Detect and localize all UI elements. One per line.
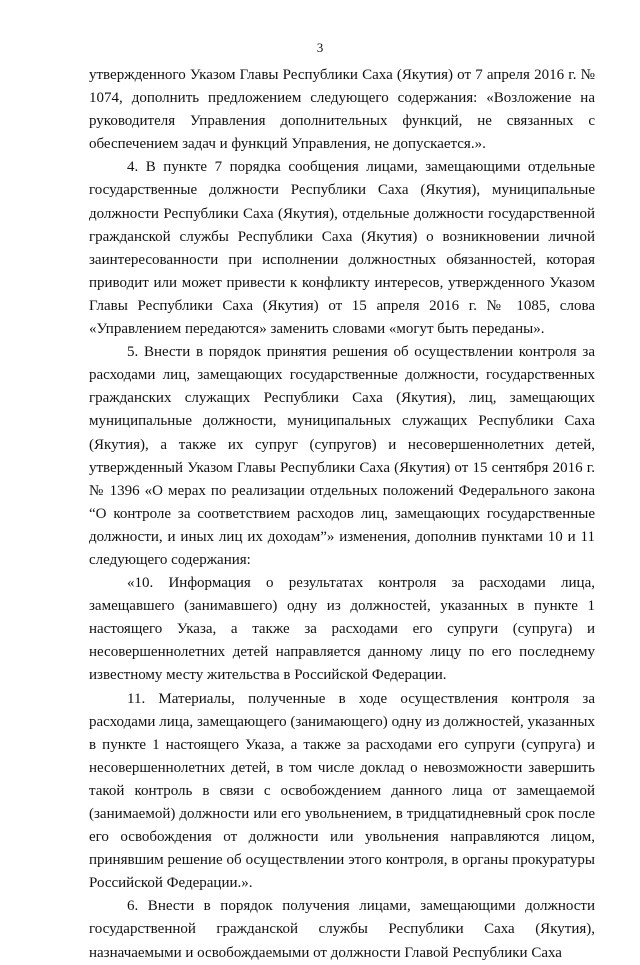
paragraph-item-4: 4. В пункте 7 порядка сообщения лицами, замещающими отдельные государственные должности Республики Саха (Якутия), муниципальные должности Республики Саха (Якутия), отдельные должности государственной гражданской службы Республики Саха (Якутия) о возникновении личной заинтересованности при исполнении должностных обязанностей, которая приводит или может привести к конфликту интересов, утвержденного Указом Главы Республики Саха (Якутия) от 15 апреля 2016 г. № 1085, слова «Управлением передаются» заменить словами «могут быть переданы». [89,159,595,338]
paragraph-item-5: 5. Внести в порядок принятия решения об осуществлении контроля за расходами лиц, замещающих государственные должности, государственных гражданских служащих Республики Саха (Якутия), лиц, замещающих муниципальные должности, муниципальных служащих Республики Саха (Якутия), а также их супруг (супругов) и несовершеннолетних детей, утвержденный Указом Главы Республики Саха (Якутия) от 15 сентября 2016 г. № 1396 «О мерах по реализации отдельных положений Федерального закона “О контроле за соответствием расходов лиц, замещающих государственные должности, и иных лиц их доходам”» изменения, дополнив пунктами 10 и 11 следующего содержания: [89,344,595,568]
paragraph-item-6: 6. Внести в порядок получения лицами, замещающими должности государственной гражданской службы Республики Саха (Якутия), назначаемыми и освобождаемыми от должности Главой Республики Саха [89,898,595,961]
paragraph-item-10: «10. Информация о результатах контроля за расходами лица, замещавшего (занимавшего) одну из должностей, указанных в пункте 1 настоящего Указа, а также за расходами его супруги (супруга) и несовершеннолетних детей направляется данному лицу по его последнему известному месту жительства в Российской Федерации. [89,575,595,684]
paragraph-continuation: утвержденного Указом Главы Республики Саха (Якутия) от 7 апреля 2016 г. № 1074, дополнить предложением следующего содержания: «Возложение на руководителя Управления дополнительных функций, не связанных с обеспечением задач и функций Управления, не допускается.». [89,67,595,153]
page-number: 3 [316,40,324,55]
paragraph-item-11: 11. Материалы, полученные в ходе осуществления контроля за расходами лица, замещающего (занимающего) одну из должностей, указанных в пункте 1 настоящего Указа, а также за расходами его супруги (супруга) и несовершеннолетних детей, в том числе доклад о невозможности завершить такой контроль в связи с освобождением данного лица от замещаемой (занимаемой) должности или его увольнением, в тридцатидневный срок после его освобождения от должности или увольнения направляются лицом, принявшим решение об осуществлении этого контроля, в органы прокуратуры Российской Федерации.». [89,690,595,892]
document-body [89,64,595,965]
